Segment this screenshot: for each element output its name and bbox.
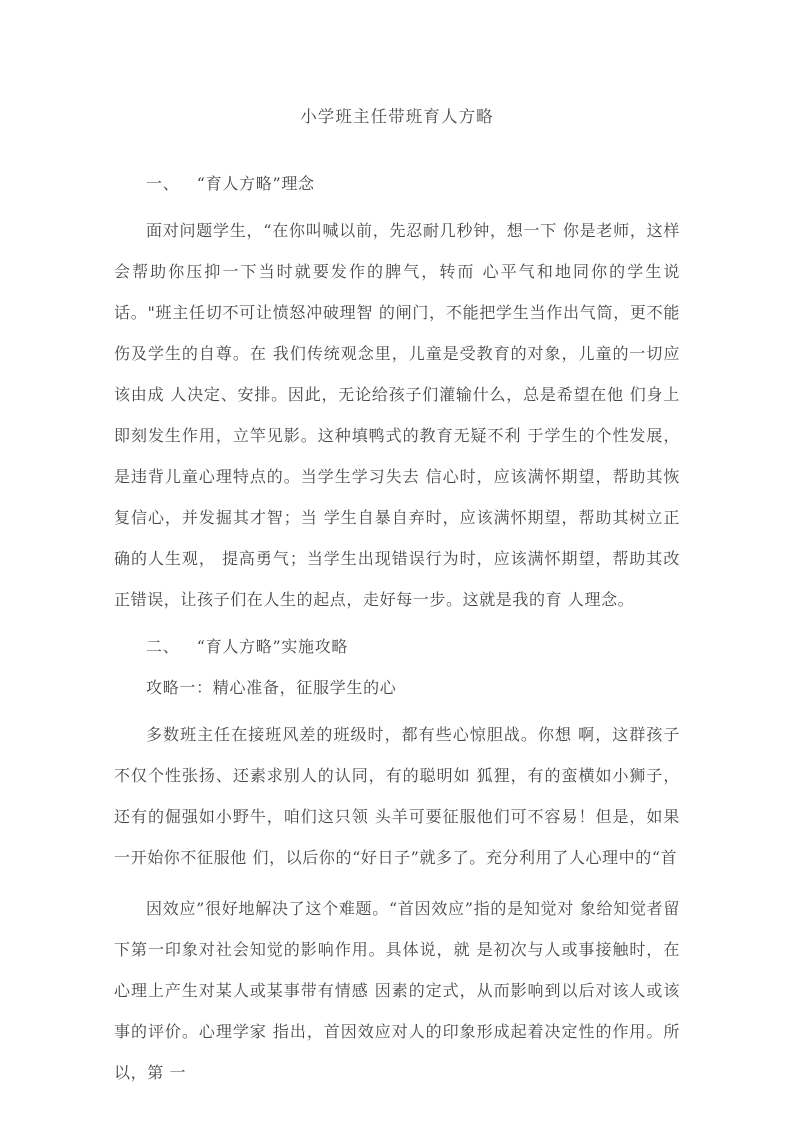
paragraph-shouyin-xiaoying: 因效应”很好地解决了这个难题。“首因效应”指的是知觉对 象给知觉者留下第一印象对社会知觉的影响作用。具体说，就 是初次与人或事接触时，在心理上产生对某人或某事带有情感 因素的定式，从而影响到以后对该人或该事的评价。心理学家 指出，首因效应对人的印象形成起着决定性的作用。所以，第 一: [114, 899, 680, 1082]
spacer: [114, 878, 680, 888]
document-body: [114, 96, 680, 1093]
page-title: 小学班主任带班育人方略: [300, 107, 494, 126]
heading-section-one: 一、 “育人方略”理念: [146, 174, 315, 193]
heading-section-two: 二、 “育人方略”实施攻略: [146, 637, 349, 656]
paragraph-strategy-one-intro: 多数班主任在接班风差的班级时，都有些心惊胆战。你想 啊，这群孩子不仅个性张扬、还素求别人的认同，有的聪明如 狐狸，有的蛮横如小狮子，还有的倔强如小野牛，咱们这只领 头羊可要征服他们可不容易！但是，如果一开始你不征服他 们，以后你的“好日子”就多了。充分利用了人心理中的“首: [114, 725, 680, 867]
subheading-strategy-one: 攻略一：精心准备，征服学生的心: [146, 678, 397, 697]
paragraph-yuren-linian: 面对问题学生，“在你叫喊以前，先忍耐几秒钟，想一下 你是老师，这样会帮助你压抑一下当时就要发作的脾气，转而 心平气和地同你的学生说话。"班主任切不可让愤怒冲破理智 的闸门，不能把学生当作出气筒，更不能伤及学生的自尊。在 我们传统观念里，儿童是受教育的对象，儿童的一切应该由成 人决定、安排。因此，无论给孩子们灌输什么，总是希望在他 们身上即刻发生作用，立竿见影。这种填鸭式的教育无疑不利 于学生的个性发展，是违背儿童心理特点的。当学生学习失去 信心时，应该满怀期望，帮助其恢复信心，并发掘其才智；当 学生自暴自弃时，应该满怀期望，帮助其树立正确的人生观， 提高勇气；当学生出现错误行为时，应该满怀期望，帮助其改 正错误，让孩子们在人生的起点，走好每一步。这就是我的育 人理念。: [114, 221, 680, 609]
